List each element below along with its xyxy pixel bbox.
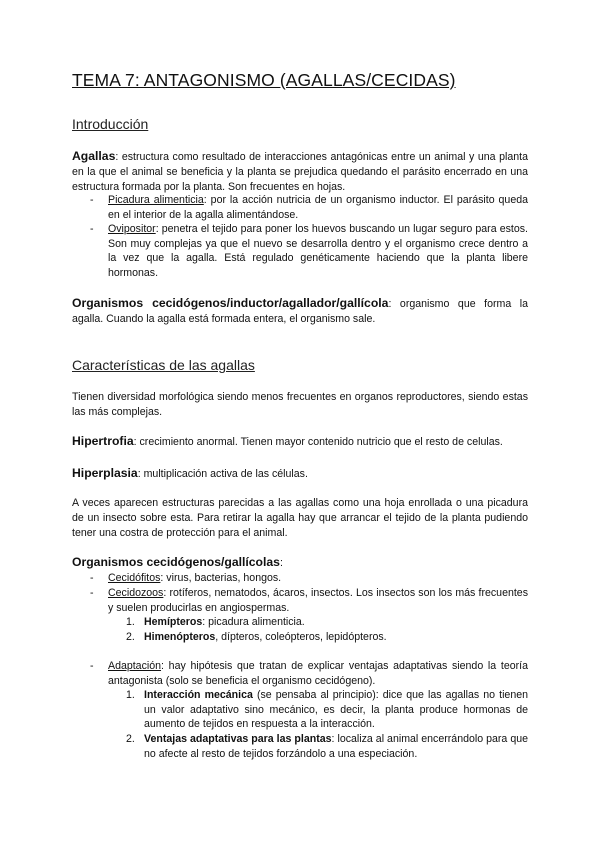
text-adaptacion: : hay hipótesis que tratan de explicar ventajas adaptativas siendo la teoría antagonista (solo se beneficia el organismo cecidógeno). bbox=[108, 660, 528, 687]
list-number: 1. bbox=[126, 616, 135, 628]
section-heading-introduccion: Introducción bbox=[72, 116, 149, 132]
text-ovipositor: : penetra el tejido para poner los huevos buscando un lugar seguro para estos. Son muy complejas ya que el nuevo se desarrolla dentro y el organismo crece dentro a la vez que la agalla. Está regulado genéticamente haciendo que la planta libere hormonas. bbox=[108, 223, 528, 279]
text-himenopteros: , dípteros, coleópteros, lepidópteros. bbox=[215, 631, 387, 643]
term-organismos-gallicolas: Organismos cecidógenos/gallícolas bbox=[72, 555, 280, 569]
term-hemipteros: Hemípteros bbox=[144, 616, 203, 628]
text-ventajas: : localiza al animal encerrándolo para que no afecte al resto de tejidos forzándolo a una especiación. bbox=[144, 733, 529, 760]
text-cecidozoos: : rotíferos, nematodos, ácaros, insectos. Los insectos son los más frecuentes y suelen producirlas en angiospermas. bbox=[108, 587, 528, 614]
bullet-dash: - bbox=[90, 223, 94, 235]
list-item-ventajas bbox=[144, 732, 528, 761]
paragraph-hiperplasia bbox=[72, 466, 528, 482]
section-heading-caracteristicas: Características de las agallas bbox=[72, 357, 255, 373]
term-adaptacion: Adaptación bbox=[108, 660, 162, 672]
list-item-interaccion bbox=[144, 688, 528, 732]
bullet-dash: - bbox=[90, 587, 94, 599]
term-agallas: Agallas bbox=[72, 149, 116, 163]
list-item-picadura bbox=[108, 193, 528, 222]
text-cecidofitos: : virus, bacterias, hongos. bbox=[160, 572, 282, 584]
term-cecidofitos: Cecidófitos bbox=[108, 572, 161, 584]
colon: : bbox=[279, 557, 283, 569]
text-hiperplasia: : multiplicación activa de las células. bbox=[137, 468, 308, 480]
text-hemipteros: : picadura alimenticia. bbox=[202, 616, 305, 628]
text-picadura: : por la acción nutricia de un organismo inductor. El parásito queda en el interior de la agalla alimentándose. bbox=[108, 194, 528, 221]
paragraph-diversidad: Tienen diversidad morfológica siendo menos frecuentes en organos reproductores, siendo estas las más complejas. bbox=[72, 391, 528, 418]
text-interaccion: (se pensaba al principio): dice que las agallas no tienen un valor adaptativo sino mecánico, es decir, la planta produce hormonas de aumento de tejidos en respuesta a la interacción. bbox=[144, 689, 528, 731]
term-hipertrofia: Hipertrofia bbox=[72, 434, 134, 448]
term-interaccion: Interacción mecánica bbox=[144, 689, 253, 701]
term-picadura: Picadura alimenticia bbox=[108, 194, 204, 206]
paragraph-organismos-inductor bbox=[72, 296, 528, 327]
text-organismos-inductor: : organismo que forma la agalla. Cuando la agalla está formada entera, el organismo sale. bbox=[72, 298, 528, 325]
paragraph-a-veces: A veces aparecen estructuras parecidas a las agallas como una hoja enrollada o una picadura de un insecto sobre esta. Para retirar la agalla hay que arrancar el tejido de la planta pudiendo tener una costra de protección para el animal. bbox=[72, 497, 528, 539]
list-item-ovipositor bbox=[108, 222, 528, 280]
term-cecidozoos: Cecidozoos bbox=[108, 587, 164, 599]
term-ventajas: Ventajas adaptativas para las plantas bbox=[144, 733, 332, 745]
bullet-dash: - bbox=[90, 194, 94, 206]
page-title: TEMA 7: ANTAGONISMO (AGALLAS/CECIDAS) bbox=[72, 70, 456, 90]
list-number: 1. bbox=[126, 689, 135, 701]
list-number: 2. bbox=[126, 631, 135, 643]
list-item-adaptacion bbox=[108, 659, 528, 688]
bullet-dash: - bbox=[90, 660, 94, 672]
term-hiperplasia: Hiperplasia bbox=[72, 466, 138, 480]
term-organismos-inductor: Organismos cecidógenos/inductor/agallador/gallícola bbox=[72, 296, 389, 310]
paragraph-hipertrofia bbox=[72, 434, 528, 450]
list-item-hemipteros bbox=[144, 615, 528, 630]
text-hipertrofia: : crecimiento anormal. Tienen mayor contenido nutricio que el resto de celulas. bbox=[133, 436, 503, 448]
heading-organismos-gallicolas bbox=[72, 555, 528, 571]
term-ovipositor: Ovipositor bbox=[108, 223, 156, 235]
list-item-cecidozoos bbox=[108, 586, 528, 615]
text-agallas: : estructura como resultado de interacciones antagónicas entre un animal y una planta en la que el animal se beneficia y la planta se prejudica quedando el parásito encerrado en una estructura formada por la planta. Son frecuentes en hojas. bbox=[72, 151, 528, 193]
list-item-himenopteros bbox=[144, 630, 528, 645]
list-number: 2. bbox=[126, 733, 135, 745]
list-item-cecidofitos bbox=[108, 571, 528, 586]
paragraph-agallas bbox=[72, 149, 528, 195]
term-himenopteros: Himenópteros bbox=[144, 631, 216, 643]
bullet-dash: - bbox=[90, 572, 94, 584]
